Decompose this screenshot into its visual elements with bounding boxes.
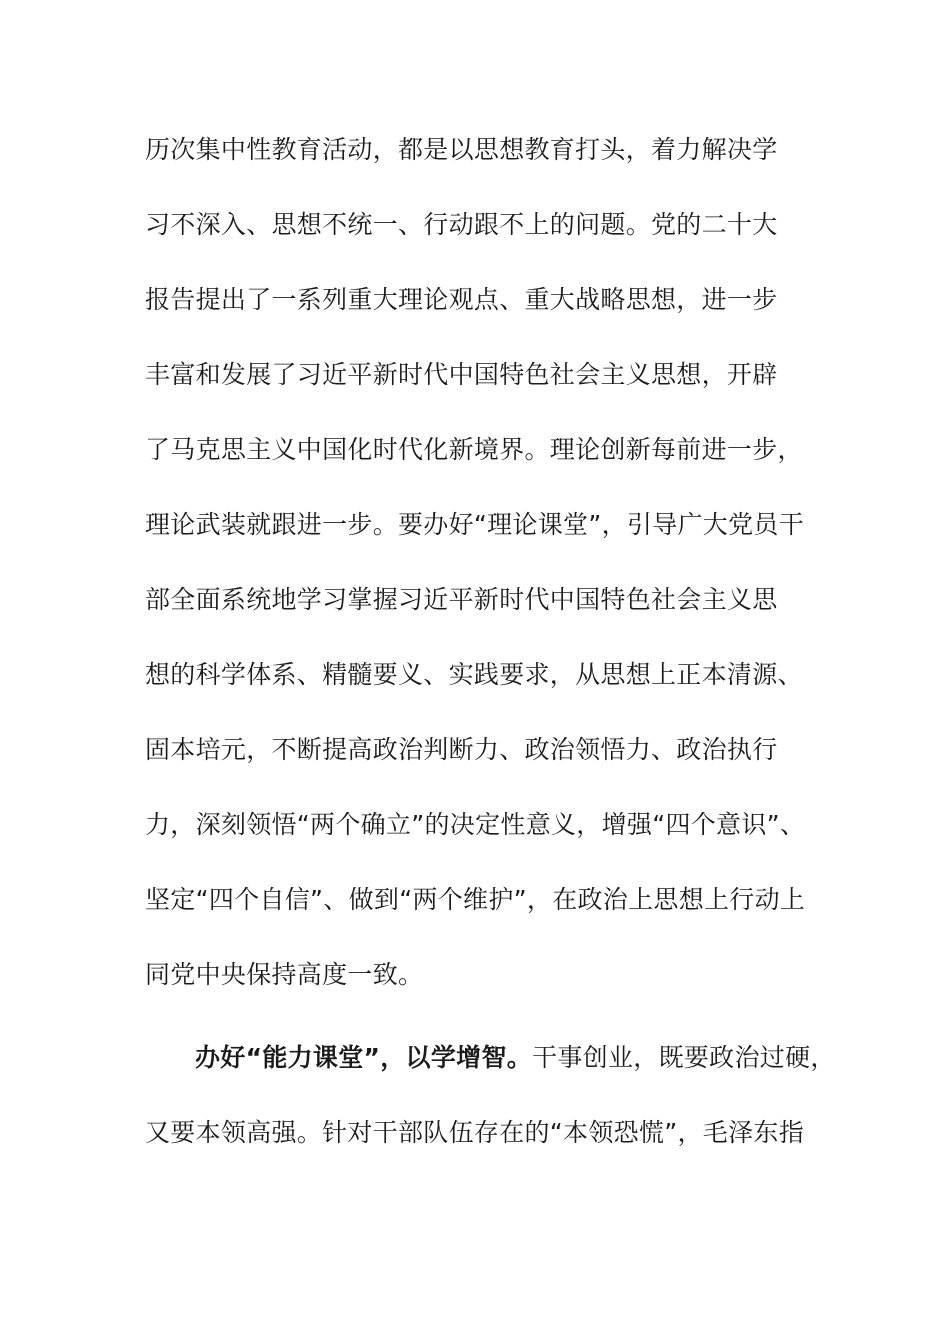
paragraph2-line-1 — [145, 1036, 845, 1111]
paragraph-line-7: 部全面系统地学习掌握习近平新时代中国特色社会主义思 — [145, 585, 778, 614]
paragraph-line-12: 同党中央保持高度一致。 — [145, 960, 424, 989]
paragraph-line-1: 历次集中性教育活动，都是以思想教育打头，着力解决学 — [145, 135, 778, 164]
paragraph-line-4: 丰富和发展了习近平新时代中国特色社会主义思想，开辟 — [145, 360, 778, 389]
paragraph-line-6: 理论武装就跟进一步。要办好“理论课堂”，引导广大党员干 — [145, 510, 805, 539]
paragraph2-heading: 办好“能力课堂”，以学增智。 — [195, 1043, 533, 1072]
paragraph-line-8: 想的科学体系、精髓要义、实践要求，从思想上正本清源、 — [145, 660, 803, 689]
paragraph-line-5: 了马克思主义中国化时代化新境界。理论创新每前进一步， — [145, 435, 803, 464]
paragraph2-line-1-text: 干事创业，既要政治过硬， — [532, 1043, 836, 1072]
paragraph-line-11: 坚定“四个自信”、做到“两个维护”，在政治上思想上行动上 — [145, 885, 806, 914]
paragraph-line-10: 力，深刻领悟“两个确立”的决定性意义，增强“四个意识”、 — [145, 810, 806, 839]
paragraph-line-3: 报告提出了一系列重大理论观点、重大战略思想，进一步 — [145, 285, 778, 314]
paragraph-line-2: 习不深入、思想不统一、行动跟不上的问题。党的二十大 — [145, 210, 778, 239]
paragraph2-line-2: 又要本领高强。针对干部队伍存在的“本领恐慌”，毛泽东指 — [145, 1118, 805, 1147]
paragraph-line-9: 固本培元，不断提高政治判断力、政治领悟力、政治执行 — [145, 735, 778, 764]
document-body — [145, 128, 845, 1186]
